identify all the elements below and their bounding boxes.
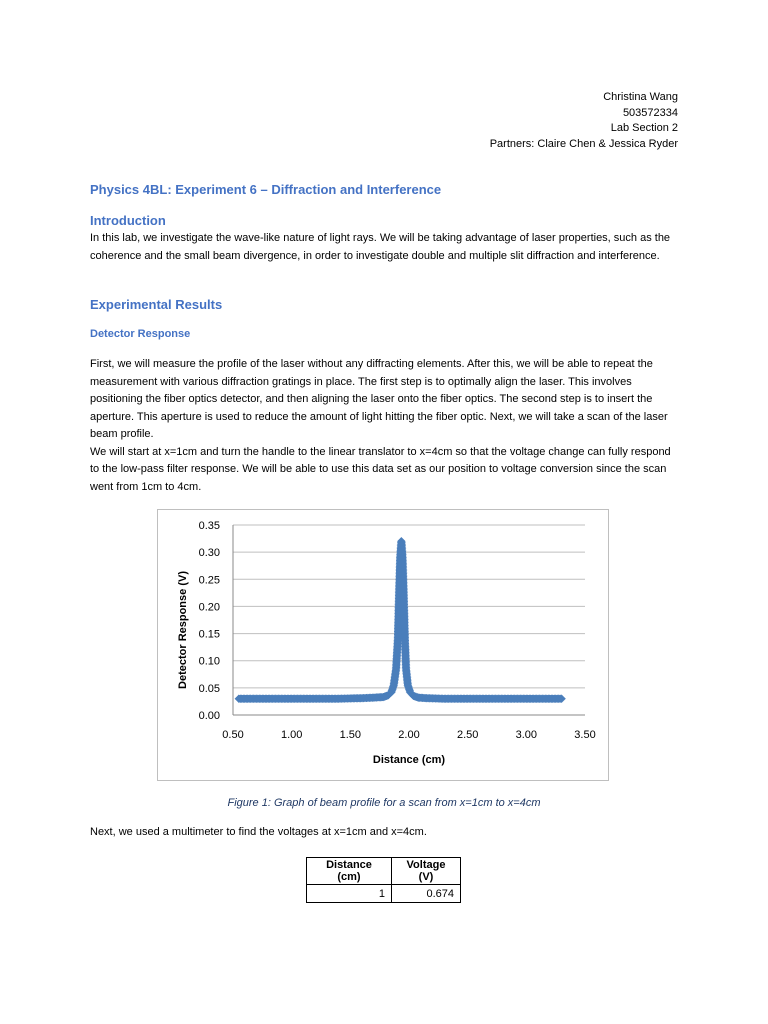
results-heading: Experimental Results — [90, 297, 223, 312]
y-tick-label: 0.35 — [198, 520, 220, 532]
results-paragraph-1: First, we will measure the profile of the laser without any diffracting elements. After this, we will be able to repeat the measurement with various diffraction gratings in place. The first step is to optimally align the laser. This involves positioning the fiber optics detector, and then aligning the laser onto the fiber optics. The second step is to insert the aperture. This aperture is used to reduce the amount of light hitting the fiber optic. Next, we will take a scan of the laser beam profile. — [90, 358, 668, 440]
table-header-distance: Distance (cm) — [307, 858, 392, 885]
figure-caption: Figure 1: Graph of beam profile for a scan from x=1cm to x=4cm — [227, 797, 541, 809]
table-header-row — [307, 858, 461, 885]
beam-profile-chart — [157, 509, 609, 781]
x-tick-label: 1.00 — [280, 729, 303, 741]
voltage-table — [306, 857, 461, 903]
x-tick-label: 2.00 — [398, 729, 420, 741]
y-tick-label: 0.15 — [198, 628, 220, 641]
table-header-voltage: Voltage (V) — [392, 858, 461, 885]
y-tick-label: 0.10 — [198, 655, 220, 668]
table-row — [307, 885, 461, 903]
x-axis-label: Distance (cm) — [372, 754, 446, 766]
multimeter-text: Next, we used a multimeter to find the voltages at x=1cm and x=4cm. — [90, 826, 427, 838]
introduction-text: In this lab, we investigate the wave-like nature of light rays. We will be taking advantage of laser properties, such as the coherence and the small beam divergence, in order to investigate double and multiple slit diffraction and interference. — [90, 232, 671, 262]
x-tick-label: 0.50 — [222, 729, 244, 741]
y-tick-label: 0.00 — [198, 710, 220, 722]
student-id: 503572334 — [622, 106, 678, 119]
y-tick-label: 0.05 — [198, 682, 220, 695]
lab-section: Lab Section 2 — [610, 122, 678, 134]
y-tick-label: 0.30 — [198, 547, 220, 560]
table-cell-voltage: 0.674 — [392, 885, 461, 903]
results-paragraph-2: We will start at x=1cm and turn the handle to the linear translator to x=4cm so that the voltage change can fully respond to the low-pass filter response. We will be able to use this data set as our position to voltage conversion since the scan went from 1cm to 4cm. — [90, 445, 671, 493]
y-tick-label: 0.25 — [198, 574, 220, 587]
introduction-heading: Introduction — [90, 213, 166, 228]
x-tick-label: 1.50 — [339, 729, 362, 741]
results-body — [90, 356, 680, 496]
x-tick-label: 3.50 — [574, 729, 596, 741]
x-tick-label: 3.00 — [515, 729, 538, 741]
chart-canvas — [158, 510, 610, 782]
x-tick-label: 2.50 — [456, 729, 479, 741]
author-name: Christina Wang — [603, 91, 678, 103]
y-axis-label: Detector Response (V) — [177, 571, 189, 689]
detector-response-heading: Detector Response — [90, 328, 191, 340]
document-title: Physics 4BL: Experiment 6 – Diffraction and Interference — [90, 182, 442, 197]
y-tick-label: 0.20 — [198, 601, 220, 614]
lab-partners: Partners: Claire Chen & Jessica Ryder — [489, 137, 678, 150]
author-block — [490, 90, 678, 152]
table-cell-distance: 1 — [307, 885, 392, 903]
